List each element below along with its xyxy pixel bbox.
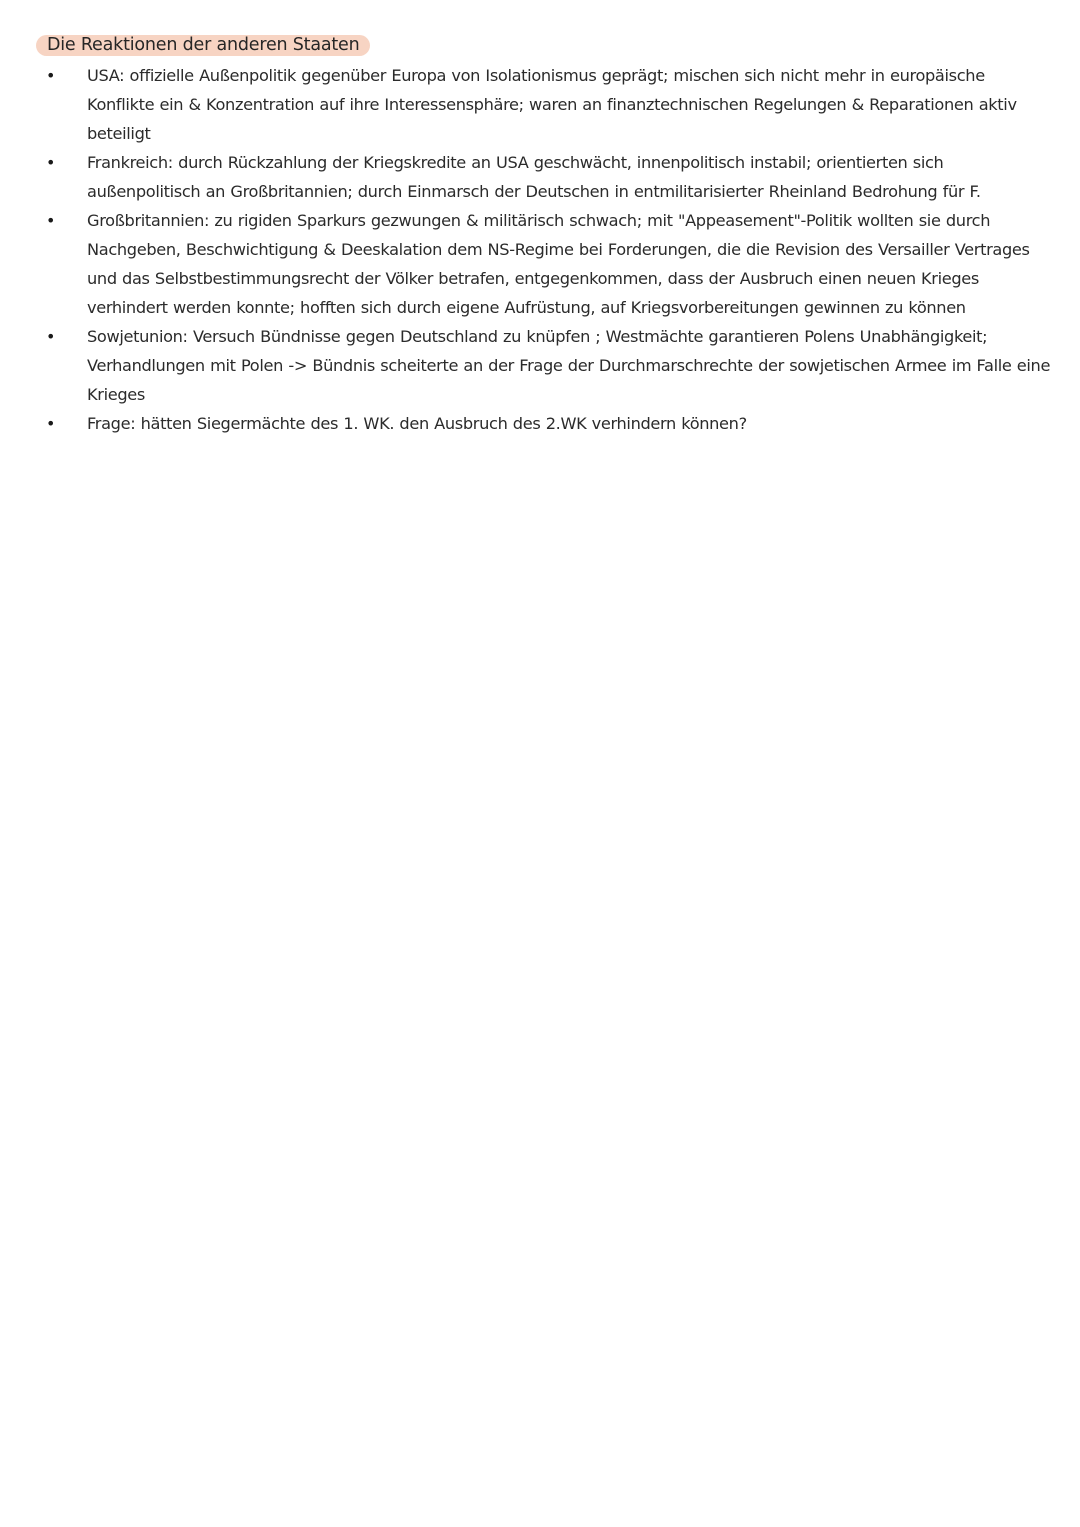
list-item-text: Frage: hätten Siegermächte des 1. WK. den Ausbruch des 2.WK verhindern können? [87,414,747,433]
list-item-text: Sowjetunion: Versuch Bündnisse gegen Deutschland zu knüpfen ; Westmächte garantieren Polens Unabhängigkeit; Verhandlungen mit Polen -> Bündnis scheiterte an der Frage der Durchmarschrechte der sowjetischen Armee im Falle eine Krieges [87,327,1051,404]
bullet-icon: • [46,153,56,172]
list-item-frankreich [40,148,1055,206]
bullet-icon: • [46,211,56,230]
bullet-icon: • [46,327,56,346]
list-item-usa [40,61,1055,148]
heading-block [40,31,364,59]
list-item-frage [40,409,1055,438]
list-item-sowjetunion [40,322,1055,409]
bullet-list [40,61,1055,438]
bullet-icon: • [46,66,56,85]
bullet-icon: • [46,414,56,433]
list-item-text: Großbritannien: zu rigiden Sparkurs gezwungen & militärisch schwach; mit "Appeasement"-Politik wollten sie durch Nachgeben, Beschwichtigung & Deeskalation dem NS-Regime bei Forderungen, die die Revision des Versailler Vertrages und das Selbstbestimmungsrecht der Völker betrafen, entgegenkommen, dass der Ausbruch einen neuen Krieges verhindert werden konnte; hofften sich durch eigene Aufrüstung, auf Kriegsvorbereitungen gewinnen zu können [87,211,1030,317]
list-item-grossbritannien [40,206,1055,322]
list-item-text: USA: offizielle Außenpolitik gegenüber Europa von Isolationismus geprägt; mischen sich nicht mehr in europäische Konflikte ein & Konzentration auf ihre Interessensphäre; waren an finanztechnischen Regelungen & Reparationen aktiv beteiligt [87,66,1017,143]
list-item-text: Frankreich: durch Rückzahlung der Kriegskredite an USA geschwächt, innenpolitisch instabil; orientierten sich außenpolitisch an Großbritannien; durch Einmarsch der Deutschen in entmilitarisierter Rheinland Bedrohung für F. [87,153,981,201]
page-title: Die Reaktionen der anderen Staaten [47,35,360,55]
